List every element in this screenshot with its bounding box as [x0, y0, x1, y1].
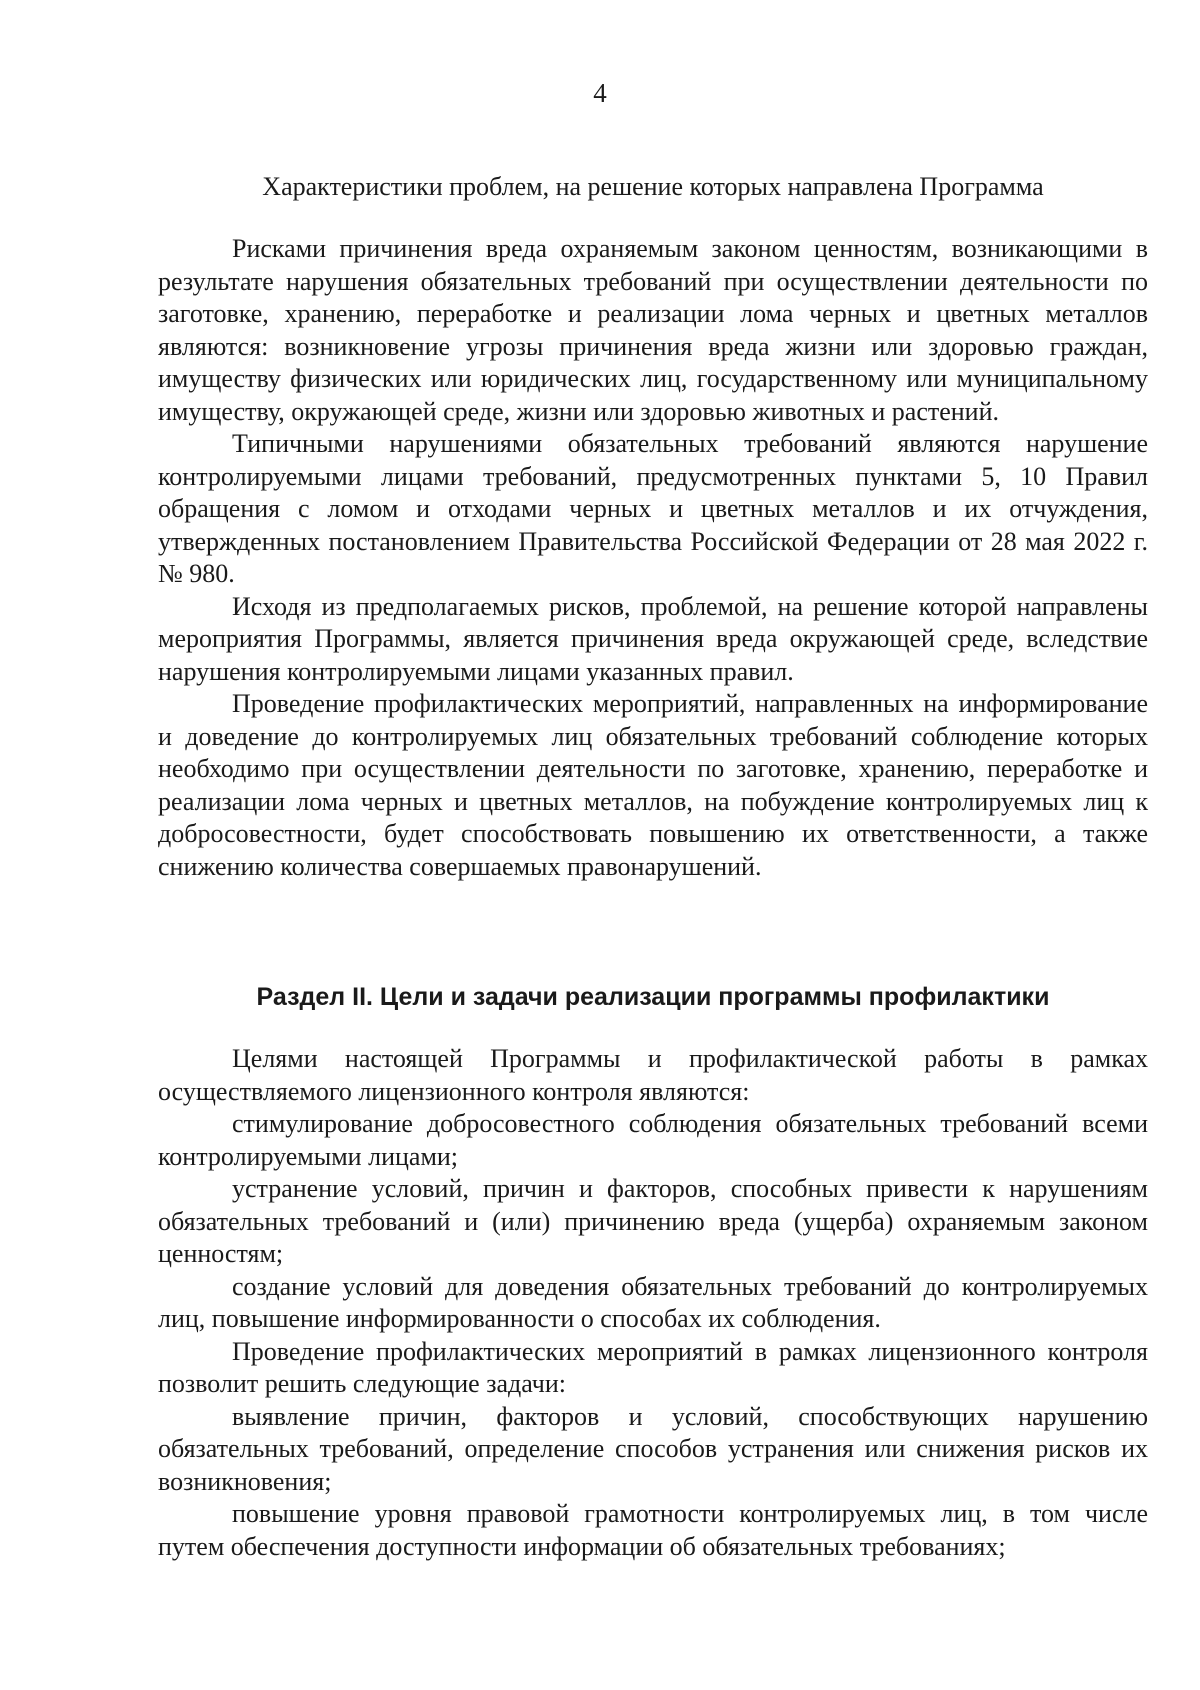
section-heading-goals: Раздел II. Цели и задачи реализации программы профилактики	[256, 983, 1050, 1011]
list-item-goal: стимулирование добросовестного соблюдения обязательных требований всеми контролируемыми лицами;	[158, 1109, 1148, 1171]
paragraph-problem: Исходя из предполагаемых рисков, проблемой, на решение которой направлены мероприятия Программы, является причинения вреда окружающей среде, вследствие нарушения контролируемыми лицами указанных правил.	[158, 591, 1148, 686]
list-item-task: повышение уровня правовой грамотности контролируемых лиц, в том числе путем обеспечения доступности информации об обязательных требованиях;	[158, 1499, 1148, 1561]
section-heading-problems: Характеристики проблем, на решение которых направлена Программа	[262, 172, 1044, 201]
paragraph-goals-intro: Целями настоящей Программы и профилактической работы в рамках осуществляемого лицензионного контроля являются:	[158, 1044, 1148, 1106]
list-item-goal: устранение условий, причин и факторов, способных привести к нарушениям обязательных требований и (или) причинению вреда (ущерба) охраняемым законом ценностям;	[158, 1174, 1148, 1268]
page-number: 4	[593, 78, 607, 108]
paragraph-prevention-measures: Проведение профилактических мероприятий, направленных на информирование и доведение до контролируемых лиц обязательных требований соблюдение которых необходимо при осуществлении деятельности по заготовке, хранению, переработке и реализации лома черных и цветных металлов, на побуждение контролируемых лиц к добросовестности, будет способствовать повышению их ответственности, а также снижению количества совершаемых правонарушений.	[158, 689, 1148, 881]
list-item-goal: создание условий для доведения обязательных требований до контролируемых лиц, повышение информированности о способах их соблюдения.	[158, 1271, 1148, 1333]
paragraph-typical-violations: Типичными нарушениями обязательных требований являются нарушение контролируемыми лицами требований, предусмотренных пунктами 5, 10 Правил обращения с ломом и отходами черных и цветных металлов и их отчуждения, утвержденных постановлением Правительства Российской Федерации от 28 мая 2022 г. № 980.	[158, 429, 1148, 588]
paragraph-risks: Рисками причинения вреда охраняемым законом ценностям, возникающими в результате нарушения обязательных требований при осуществлении деятельности по заготовке, хранению, переработке и реализации лома черных и цветных металлов являются: возникновение угрозы причинения вреда жизни или здоровью граждан, имуществу физических или юридических лиц, государственному или муниципальному имуществу, окружающей среде, жизни или здоровью животных и растений.	[158, 234, 1148, 426]
paragraph-tasks-intro: Проведение профилактических мероприятий в рамках лицензионного контроля позволит решить следующие задачи:	[158, 1336, 1148, 1398]
section-body-problems	[158, 233, 1148, 883]
list-item-task: выявление причин, факторов и условий, способствующих нарушению обязательных требований, определение способов устранения или снижения рисков их возникновения;	[158, 1401, 1148, 1496]
section-body-goals	[158, 1043, 1148, 1563]
